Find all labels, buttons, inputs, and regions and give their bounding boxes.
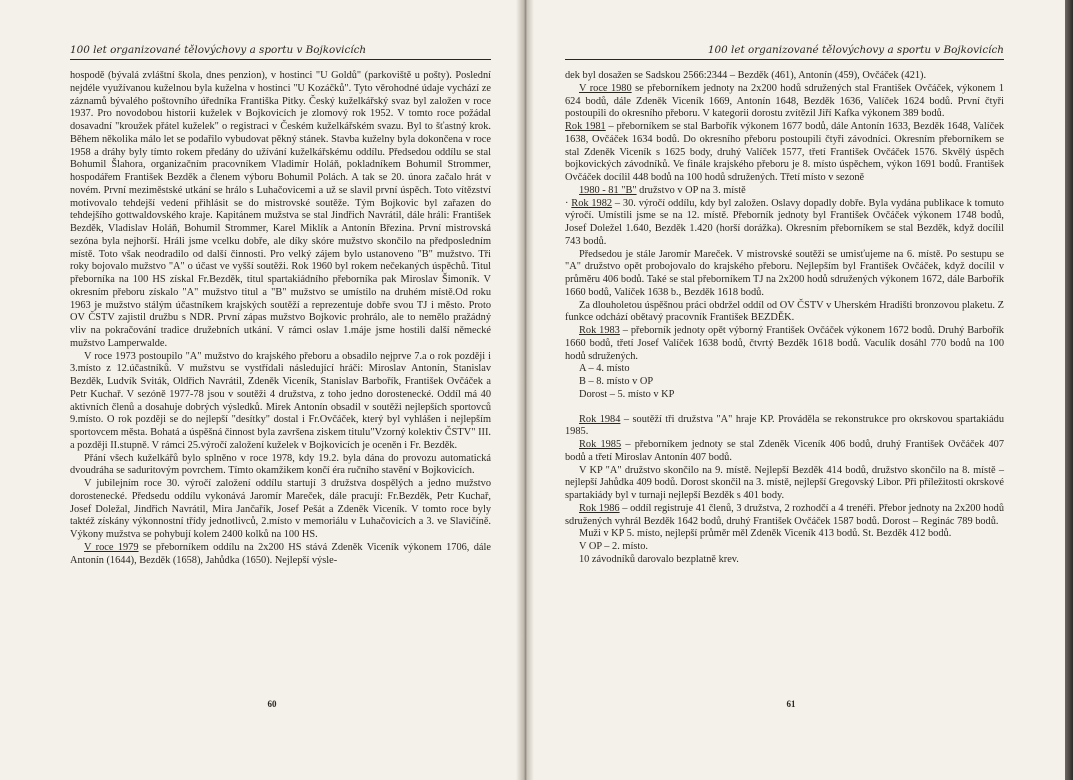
running-header: 100 let organizované tělovýchovy a sportu v Bojkovicích <box>565 44 1004 60</box>
paragraph: V KP "A" družstvo skončilo na 9. místě. Nejlepší Bezděk 414 bodů, družstvo skončilo na 8. místě – nejlepší Jahůdka 409 bodů. Dorost skončil na 3. místě, nejlepší Gregovský Libor. Při příležitosti okrskové spartakiády byl v turnaji nejlepší Bezděk s 401 body. <box>565 464 1004 501</box>
paragraph: V jubilejním roce 30. výročí založení oddílu startují 3 družstva dospělých a jedno mužstvo dorostenecké. Předsedu oddílu vykonává Jaromír Mareček, dále pracují: Fr.Bezděk, Petr Kuchař, Josef Doležal, Jindřich Navrátil, Mira Jančařík, Josef Pešát a Zdeněk Viceník. V tomto roce byly taktéž získány výkonnostní třídy jednotlivců, 2.místo v memoriálu v Luhačovicích a 3. ve Slavičíně. Výkony mužstva se pohybují kolem 2400 kolků na 100 HS. <box>70 478 491 540</box>
body-text <box>70 70 491 567</box>
paragraph: V roce 1980 se přeborníkem jednoty na 2x200 hodů sdružených stal František Ovčáček, výkonem 1 624 bodů, dále Zdeněk Viceník 1669, Antonín 1648, Bezděk 1636, Valíček 1624 bodů. První čtyři postoupili do okresního přeboru. V kategorii dorostu zvítězil Jiří Kafka výkonem 389 bodů. <box>565 82 1004 120</box>
paragraph: Muži v KP 5. místo, nejlepší průměr měl Zdeněk Viceník 413 bodů. St. Bezděk 412 bodů. <box>579 528 952 540</box>
paragraph: V roce 1973 postoupilo "A" mužstvo do krajského přeboru a obsadilo nejprve 7.a o rok později i 3.místo z 12.účastníků. V mužstvu se vystřídali následující hráči: Miroslav Antonín, Stanislav Bezděk, Ludvík Sviták, Oldřich Navrátil, Zdeněk Viceník, Stanislav Barbořík, František Ovčáček a Petr Kuchař. V sezóně 1977-78 jsou v soutěži 4 družstva, z toho jedno dorostenecké. Oddíl má 40 aktivních členů a dosahuje dobrých výsledků. Mirek Antonín obsadil v soutěži nejlepších sportovců 9.místo. O rok později se do nejlepší "desítky" dostal i Fr.Ovčáček, který byl vyhlášen i nejlepším sportovcem města. Bohatá a úspěšná činnost byla završena ziskem titulu"Vzorný kolektiv ČSTV" III. a později II.stupně. V rámci 25.výročí založení kuželek v Bojkovicích je oceněn i Fr. Bezděk. <box>70 350 491 451</box>
result-line: A – 4. místo <box>579 363 630 375</box>
running-header: 100 let organizované tělovýchovy a sportu v Bojkovicích <box>70 44 491 60</box>
paragraph: 10 závodníků darovalo bezplatně krev. <box>579 553 739 565</box>
paragraph: · Rok 1982 – 30. výročí oddílu, kdy byl založen. Oslavy dopadly dobře. Byla vydána publikace k tomuto výročí. Umístili jsme se na 12. místě. Přeborník jednoty byl František Ovčáček výkonem 1748 bodů, Josef Doležel 1.640, Bezděk 1.420 (horší dorážka). Okresním přeborníkem se stal Bezděk, když docílil 743 bodů. <box>565 197 1004 247</box>
paragraph: dek byl dosažen se Sadskou 2566:2344 – Bezděk (461), Antonín (459), Ovčáček (421). <box>565 70 927 81</box>
right-page <box>529 0 1066 780</box>
paragraph: Rok 1985 – přeborníkem jednoty se stal Zdeněk Viceník 406 bodů, druhý František Ovčáček 407 bodů a třetí Miroslav Antonín 407 bodů. <box>565 439 1004 463</box>
year-heading: 1980 - 81 "B" <box>579 184 637 196</box>
paragraph: V OP – 2. místo. <box>579 541 648 552</box>
paragraph: 1980 - 81 "B" družstvo v OP na 3. místě <box>579 184 746 196</box>
paragraph: Rok 1986 – oddíl registruje 41 členů, 3 družstva, 2 rozhodčí a 4 trenéři. Přebor jednoty na 2x200 hodů sdružených vyhrál Bezděk 1642 bodů, druhý František Ovčáček 1587 bodů. Dorost – Reginác 789 bodů. <box>565 502 1004 527</box>
paragraph: Rok 1983 – přeborník jednoty opět výborný František Ovčáček výkonem 1672 bodů. Druhý Barbořík 1660 bodů, třetí Josef Valíček 1638 bodů, čtvrtý Bezděk 1618 bodů. Vaculík dosáhl 770 bodů na 100 hodů sdružených. <box>565 325 1004 362</box>
year-heading: Rok 1985 <box>579 439 622 450</box>
result-line: Dorost – 5. místo v KP <box>579 388 675 400</box>
left-page <box>0 0 527 780</box>
body-text <box>565 70 1004 567</box>
year-heading: Rok 1986 <box>579 502 620 514</box>
page-number: 60 <box>267 699 277 709</box>
paragraph: hospodě (bývalá zvláštní škola, dnes penzion), v hostinci "U Goldů" (parkoviště u pošty). Poslední nejdéle využívanou kuželnou byla kuželna v hostinci "U Kozáčků". Tyto věrohodné údaje vychází ze záznamů bývalého poštovního úředníka Františka Pitky. Český kuželkářský svaz byl založen v roce 1937. Pro novodobou historii kuželek v Bojkovicích je zlomový rok 1952. V tomto roce požádal dosavadní "kroužek přátel kuželek" o registraci v Českém kuželkářském svazu. Byl to šťastný krok. Během několika málo let se podařilo vybudovat pěkný stánek. Stavba kuželny byla dokončena v roce 1958 a dráhy byly tímto rokem předány do užívání kuželkářskému oddílu. Předsedou oddílu se stal Bohumil Šlahora, organizačním pracovníkem Vladimír Holáň, pokladníkem Bohumil Strommer, hospodářem František Bezděk a členem výboru Bohumil Polách. A tak se 20. února začalo hrát v novém. První meziměstské utkání se hrálo s Luhačovicemi a už se slavil první úspěch. Toto vítězství motivovalo tehdejší vedení přihlásit se do mistrovské soutěže. Tým Bojkovic byl zařazen do tehdejšího gottwaldovského kraje. Kapitánem mužstva se stal Jindřich Navrátil, dále hráli: František Bezděk, Vladislav Holáň, Bohumil Strommer, Karel Miklík a Antonín Březina. První mistrovská sezóna byla nejhorší. Hráli jsme vcelku dobře, ale díky skóre mužstvo skončilo na předposledním místě. Toto však neodradilo od další činnosti. Pro velký zájem bylo ustanoveno "B" mužstvo. Tři roky bojovalo mužstvo "A" o účast ve vyšší soutěži. Rok 1960 byl rokem nečekaných úspěchů. Titul přeborníka na 100 HS získal Fr.Bezděk, titul spartakiádního přeborníka pak Miroslav Šimoník. V okresním přeboru získalo "A" mužstvo titul a "B" mužstvo se umístilo na druhém místě.Od roku 1963 je mužstvo stálým účastníkem krajských soutěží a reprezentuje dobře svou TJ i město. Proto OV ČSTV zajistil družbu s NDR. První zápas mužstvo Bojkovic prohrálo, ale to nemělo pražádný vliv na pokračování tradice družebních utkání. V rámci oslav 1.máje jsme hostili další německé mužstvo Lamperwalde. <box>70 70 491 349</box>
year-heading: V roce 1980 <box>579 82 632 94</box>
page-number: 61 <box>786 699 796 709</box>
result-line: B – 8. místo v OP <box>579 376 654 387</box>
book-gutter <box>516 0 534 780</box>
year-heading: V roce 1979 <box>84 541 139 553</box>
paragraph: Rok 1981 – přeborníkem se stal Barbořík výkonem 1677 bodů, dále Antonín 1633, Bezděk 1648, Valíček 1638, Ovčáček 1634 bodů. Do okresního přeboru postoupili čtyři závodníci. Okresním přeborníkem se stal Zdeněk Viceník s 1625 body, druhý Valíček 1577, třetí František Ovčáček 1576. Skvělý úspěch bojkovických závodníků. Ve finále krajského přeboru je 8. místo úspěchem, výkon 1691 bodů. František Ovčáček docílil 448 bodů na 100 hodů sdružených. Třetí místo v sezoně <box>565 121 1004 183</box>
paragraph: Předsedou je stále Jaromír Mareček. V mistrovské soutěži se umisťujeme na 6. místě. Po sestupu se "A" družstvo opět probojovalo do krajského přeboru. Nejlepším byl František Ovčáček, když docílil v průměru 406 bodů. Také se stal přeborníkem TJ na 2x200 hodů sdružených výkonem 1672, dále Barbořík 1660 bodů, Valíček 1638 b., Bezděk 1618 bodů. <box>565 248 1004 298</box>
year-heading: Rok 1981 <box>565 121 606 132</box>
paragraph: Přání všech kuželkářů bylo splněno v roce 1978, kdy 19.2. byla dána do provozu automatická dvoudráha se saduritovým povrchem. Tímto okamžikem končí éra ručního stavění v Bojkovicích. <box>70 452 491 477</box>
paragraph: Rok 1984 – soutěží tři družstva "A" hraje KP. Prováděla se rekonstrukce pro okrskovou spartakiádu 1985. <box>565 413 1004 438</box>
year-heading: Rok 1984 <box>579 413 621 425</box>
year-heading: Rok 1983 <box>579 325 620 336</box>
bullet: · <box>565 197 569 209</box>
year-heading: Rok 1982 <box>571 197 613 209</box>
paragraph: V roce 1979 se přeborníkem oddílu na 2x200 HS stává Zdeněk Viceník výkonem 1706, dále Antonín (1644), Bezděk (1658), Jahůdka (1650). Nejlepší výsle- <box>70 541 491 566</box>
page-edge-shadow <box>1065 0 1073 780</box>
paragraph: Za dlouholetou úspěšnou práci obdržel oddíl od OV ČSTV v Uherském Hradišti bronzovou plaketu. Z funkce odchází obětavý pracovník František BEZDĚK. <box>565 299 1004 324</box>
